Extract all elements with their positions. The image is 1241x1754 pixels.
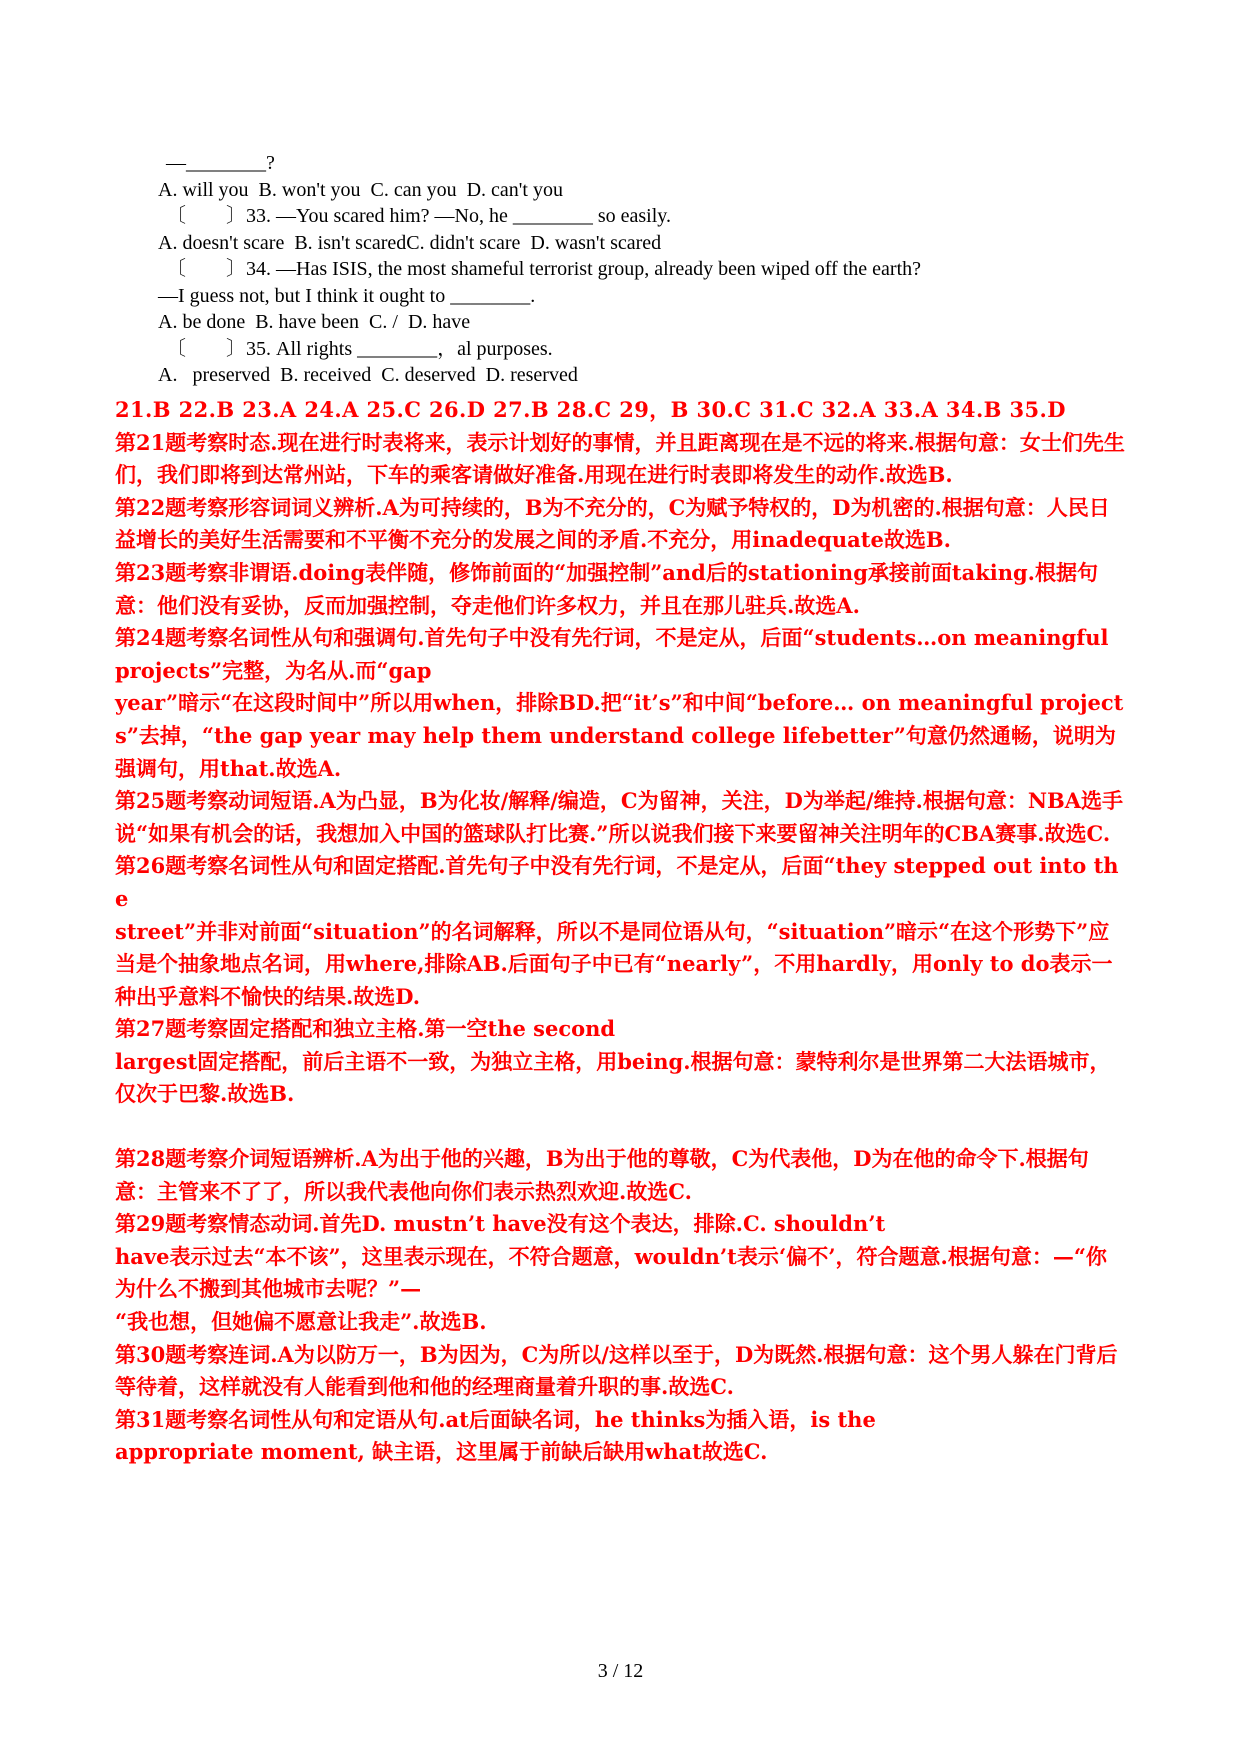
question-options: A. will you B. won't you C. can you D. can't you <box>158 178 563 201</box>
answer-key: 21.B 22.B 23.A 24.A 25.C 26.D 27.B 28.C 29，B 30.C 31.C 32.A 33.A 34.B 35.D <box>115 397 1066 422</box>
explanation-21: 第21题考察时态.现在进行时表将来，表示计划好的事情，并且距离现在是不远的将来.根据句意：女士们先生们，我们即将到达常州站，下车的乘客请做好准备.用现在进行时表即将发生的动作.故选B. <box>115 429 1125 488</box>
explanation-26-part1: 第26题考察名词性从句和固定搭配.首先句子中没有先行词，不是定从，后面“they stepped out into the <box>115 853 1119 911</box>
question-block <box>158 150 1098 389</box>
explanation-25: 第25题考察动词短语.A为凸显，B为化妆/解释/编造，C为留神，关注，D为举起/维持.根据句意：NBA选手说“如果有机会的话，我想加入中国的篮球队打比赛.”所以说我们接下来要留神关注明年的CBA赛事.故选C. <box>115 788 1124 846</box>
explanation-27-part2: largest固定搭配，前后主语不一致，为独立主格，用being.根据句意：蒙特利尔是世界第二大法语城市，仅次于巴黎.故选B. <box>115 1048 1111 1107</box>
question-options: A. be done B. have been C. / D. have <box>158 311 471 333</box>
explanation-28: 第28题考察介词短语辨析.A为出于他的兴趣，B为出于他的尊敬，C为代表他，D为在他的命令下.根据句意：主管来不了了，所以我代表他向你们表示热烈欢迎.故选C. <box>115 1146 1089 1204</box>
question-35: 〔 〕35. All rights ________，al purposes. <box>166 337 553 360</box>
question-line: —________? <box>166 152 275 174</box>
explanation-27-part1: 第27题考察固定搭配和独立主格.第一空the second <box>115 1016 616 1042</box>
page-number: 3 / 12 <box>597 1660 644 1682</box>
explanation-29-part2: have表示过去“本不该”，这里表示现在，不符合题意，wouldn’t表示‘偏不’，符合题意.根据句意：—“你为什么不搬到其他城市去呢？”— <box>115 1243 1107 1302</box>
question-line: —I guess not, but I think it ought to ________. <box>158 284 536 307</box>
blank-line <box>115 1111 1125 1143</box>
explanation-29-part3: “我也想，但她偏不愿意让我走”.故选B. <box>115 1309 487 1335</box>
explanation-23: 第23题考察非谓语.doing表伴随，修饰前面的“加强控制”and后的stationing承接前面taking.根据句意：他们没有妥协，反而加强控制，夺走他们许多权力，并且在那儿驻兵.故选A. <box>115 559 1098 618</box>
question-33: 〔 〕33. —You scared him? —No, he ________ so easily. <box>166 205 671 227</box>
explanation-24-part2: year”暗示“在这段时间中”所以用when，排除BD.把“it’s”和中间“before… on meaningful projects”去掉，“the gap year may help them understand college lifebetter”句意仍然通畅，说明为强调句，用that.故选A. <box>115 690 1124 781</box>
explanation-24-part1: 第24题考察名词性从句和强调句.首先句子中没有先行词，不是定从，后面“students…on meaningful projects”完整，为名从.而“gap <box>115 625 1109 683</box>
question-options: A. preserved B. received C. deserved D. reserved <box>158 364 578 386</box>
explanation-31-part2: appropriate moment, 缺主语，这里属于前缺后缺用what故选C. <box>115 1439 768 1465</box>
explanation-26-part2: street”并非对前面“situation”的名词解释，所以不是同位语从句，“situation”暗示“在这个形势下”应当是个抽象地点名词，用where,排除AB.后面句子中已有“nearly”，不用hardly，用only to do表示一种出乎意料不愉快的结果.故选D. <box>115 918 1113 1009</box>
explanation-29-part1: 第29题考察情态动词.首先D. mustn’t have没有这个表达，排除.C. shouldn’t <box>115 1211 886 1237</box>
answer-section <box>115 394 1125 1469</box>
explanation-22: 第22题考察形容词词义辨析.A为可持续的，B为不充分的，C为赋予特权的，D为机密的.根据句意：人民日益增长的美好生活需要和不平衡不充分的发展之间的矛盾.不充分，用inadequate故选B. <box>115 494 1110 553</box>
question-options: A. doesn't scare B. isn't scaredC. didn't scare D. wasn't scared <box>158 231 662 254</box>
question-34: 〔 〕34. —Has ISIS, the most shameful terrorist group, already been wiped off the earth? <box>166 258 921 280</box>
explanation-31-part1: 第31题考察名词性从句和定语从句.at后面缺名词，he thinks为插入语，is the <box>115 1406 876 1432</box>
explanation-30: 第30题考察连词.A为以防万一，B为因为，C为所以/这样以至于，D为既然.根据句意：这个男人躲在门背后等待着，这样就没有人能看到他和他的经理商量着升职的事.故选C. <box>115 1341 1118 1400</box>
